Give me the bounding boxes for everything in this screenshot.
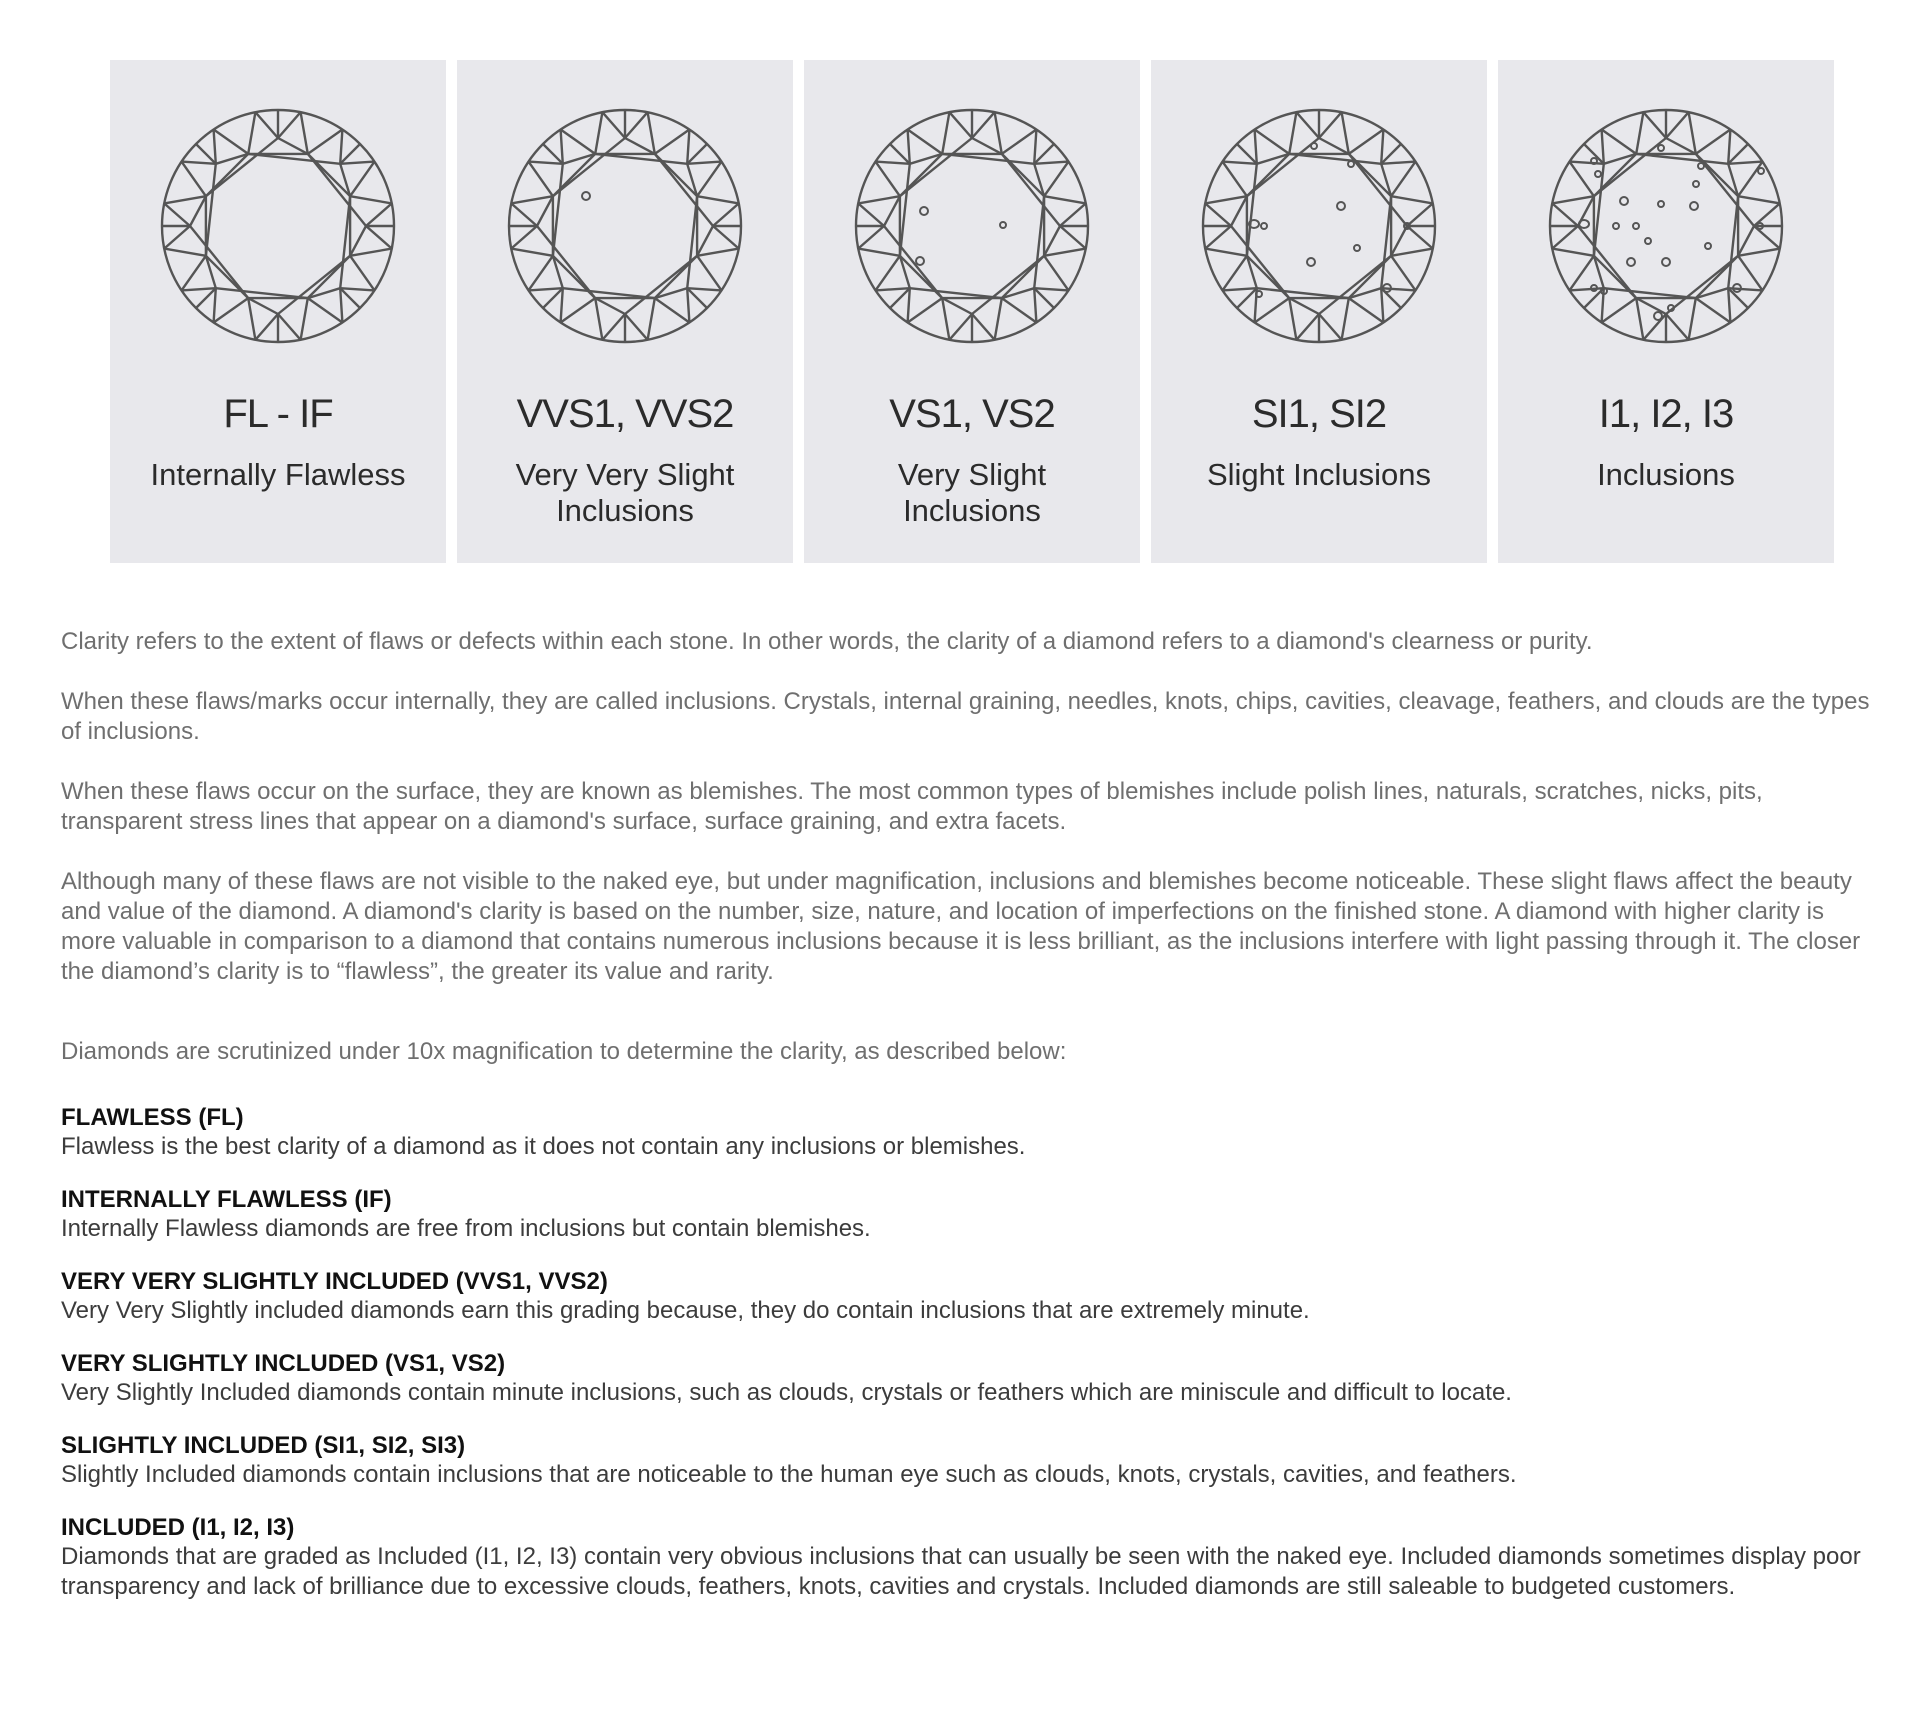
card-grade: SI1, SI2 bbox=[1251, 392, 1387, 436]
intro-paragraph-clarity: Clarity refers to the extent of flaws or defects within each stone. In other words, the clarity of a diamond refers to a diamond's clearness or purity. bbox=[61, 628, 1593, 655]
grade-fl bbox=[61, 1104, 1881, 1162]
diamond-flawless-icon bbox=[160, 108, 396, 344]
grade-si bbox=[61, 1432, 1881, 1490]
clarity-grade-list bbox=[61, 1104, 1881, 1626]
grade-title: FLAWLESS (FL) bbox=[61, 1104, 244, 1131]
grade-title: INTERNALLY FLAWLESS (IF) bbox=[61, 1186, 392, 1213]
grade-text: Very Very Slightly included diamonds earn this grading because, they do contain inclusions that are extremely minute. bbox=[61, 1297, 1310, 1324]
card-description: Very Slight Inclusions bbox=[897, 457, 1047, 528]
grade-text: Slightly Included diamonds contain inclusions that are noticeable to the human eye such as clouds, knots, crystals, cavities, and feathers. bbox=[61, 1461, 1517, 1488]
card-description: Slight Inclusions bbox=[1206, 457, 1431, 492]
grade-vs bbox=[61, 1350, 1881, 1408]
clarity-chart bbox=[110, 60, 1832, 563]
clarity-card-fl-if bbox=[110, 60, 446, 563]
diamond-si-icon bbox=[1201, 108, 1437, 344]
grade-title: VERY VERY SLIGHTLY INCLUDED (VVS1, VVS2) bbox=[61, 1268, 608, 1295]
grade-text: Internally Flawless diamonds are free from inclusions but contain blemishes. bbox=[61, 1215, 871, 1242]
clarity-card-vvs bbox=[457, 60, 793, 563]
grade-included bbox=[61, 1514, 1881, 1602]
grade-text: Diamonds that are graded as Included (I1, I2, I3) contain very obvious inclusions that can usually be seen with the naked eye. Included diamonds sometimes display poor transparency and lack of brilliance due to excessive clouds, feathers, knots, cavities and crystals. Included diamonds are still saleable to budgeted customers. bbox=[61, 1543, 1861, 1600]
card-description: Very Very Slight Inclusions bbox=[515, 457, 735, 528]
card-grade: FL - IF bbox=[223, 392, 333, 436]
grade-title: INCLUDED (I1, I2, I3) bbox=[61, 1514, 295, 1541]
intro-paragraph-magnification-effects: Although many of these flaws are not visible to the naked eye, but under magnification, inclusions and blemishes become noticeable. These slight flaws affect the beauty and value of the diamond. A diamond's clarity is based on the number, size, nature, and location of imperfections on the finished stone. A diamond with higher clarity is more valuable in comparison to a diamond that contains numerous inclusions because it is less brilliant, as the inclusions interfere with light passing through it. The closer the diamond’s clarity is to “flawless”, the greater its value and rarity. bbox=[61, 868, 1861, 985]
card-description: Inclusions bbox=[1597, 457, 1735, 492]
clarity-card-si bbox=[1151, 60, 1487, 563]
grade-vvs bbox=[61, 1268, 1881, 1326]
card-grade: VS1, VS2 bbox=[889, 392, 1055, 436]
grade-title: SLIGHTLY INCLUDED (SI1, SI2, SI3) bbox=[61, 1432, 466, 1459]
grade-text: Very Slightly Included diamonds contain minute inclusions, such as clouds, crystals or feathers which are miniscule and difficult to locate. bbox=[61, 1379, 1512, 1406]
intro-paragraph-scrutiny: Diamonds are scrutinized under 10x magnification to determine the clarity, as described below: bbox=[61, 1038, 1067, 1065]
clarity-card-vs bbox=[804, 60, 1140, 563]
diamond-vs-icon bbox=[854, 108, 1090, 344]
intro-paragraph-inclusions: When these flaws/marks occur internally, they are called inclusions. Crystals, internal graining, needles, knots, chips, cavities, cleavage, feathers, and clouds are the types of inclusions. bbox=[61, 688, 1870, 745]
grade-title: VERY SLIGHTLY INCLUDED (VS1, VS2) bbox=[61, 1350, 506, 1377]
card-description: Internally Flawless bbox=[150, 457, 406, 492]
diamond-included-icon bbox=[1548, 108, 1784, 344]
card-grade: I1, I2, I3 bbox=[1598, 392, 1734, 436]
diamond-vvs-icon bbox=[507, 108, 743, 344]
grade-text: Flawless is the best clarity of a diamond as it does not contain any inclusions or blemishes. bbox=[61, 1133, 1026, 1160]
intro-paragraph-blemishes: When these flaws occur on the surface, they are known as blemishes. The most common types of blemishes include polish lines, naturals, scratches, nicks, pits, transparent stress lines that appear on a diamond's surface, surface graining, and extra facets. bbox=[61, 778, 1763, 835]
card-grade: VVS1, VVS2 bbox=[516, 392, 734, 436]
grade-if bbox=[61, 1186, 1881, 1244]
clarity-card-included bbox=[1498, 60, 1834, 563]
